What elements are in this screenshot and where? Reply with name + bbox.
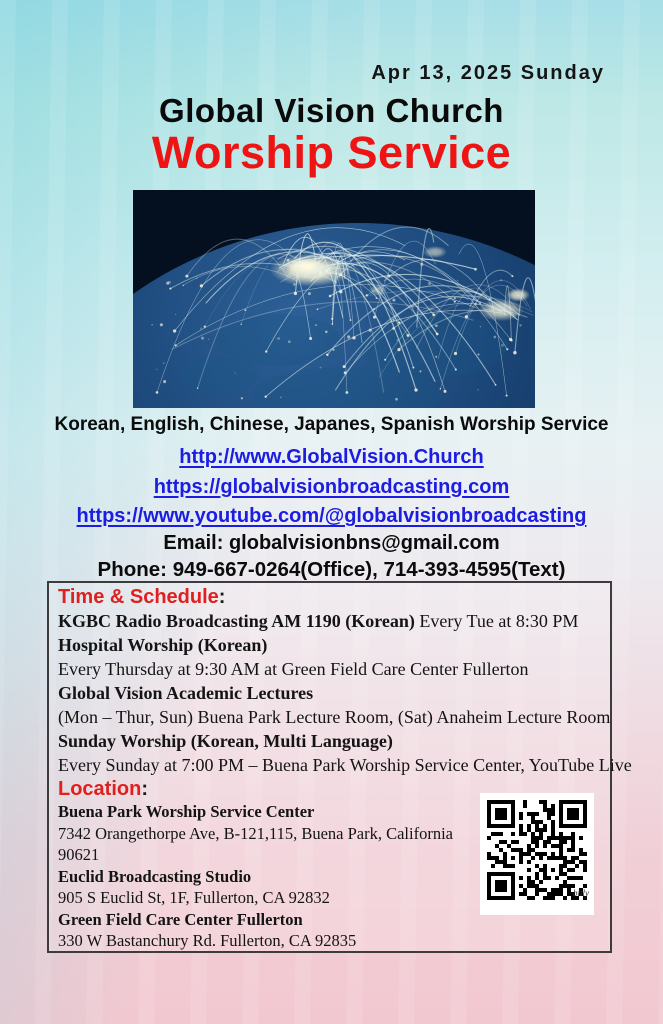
location-heading-text: Location (58, 778, 142, 800)
schedule-list (58, 609, 632, 777)
date-text: Apr 13, 2025 Sunday (371, 62, 605, 84)
schedule-location-box (47, 581, 632, 953)
broadcasting-website-link[interactable]: https://globalvisionbroadcasting.com (153, 475, 510, 498)
schedule-line: Every Sunday at 7:00 PM – Buena Park Worship Service Center, YouTube Live (58, 755, 632, 775)
page-subtitle: Worship Service (151, 127, 512, 178)
location-line: 90621 (58, 845, 100, 864)
schedule-line: Hospital Worship (Korean) (58, 635, 268, 655)
page-title: Global Vision Church (159, 92, 504, 129)
bitly-label: bitly (573, 888, 589, 898)
location-heading-colon: : (141, 778, 149, 800)
location-line: Green Field Care Center Fullerton (58, 909, 303, 929)
location-line: Buena Park Worship Service Center (58, 802, 315, 821)
youtube-channel-link[interactable]: https://www.youtube.com/@globalvisionbroadcasting (76, 505, 587, 527)
languages-line: Korean, English, Chinese, Japanes, Spanish Worship Service (54, 414, 609, 435)
schedule-line: Sunday Worship (Korean, Multi Language) (58, 731, 393, 751)
schedule-line: KGBC Radio Broadcasting AM 1190 (Korean) Every Tue at 8:30 PM (58, 611, 579, 631)
schedule-heading (58, 585, 610, 609)
schedule-line: Every Thursday at 9:30 AM at Green Field Care Center Fullerton (58, 659, 529, 679)
location-line: Euclid Broadcasting Studio (58, 866, 252, 886)
location-line: 905 S Euclid St, 1F, Fullerton, CA 92832 (58, 888, 330, 907)
qr-code (480, 793, 594, 915)
links-block (0, 443, 663, 532)
schedule-line: (Mon – Thur, Sun) Buena Park Lecture Room, (Sat) Anaheim Lecture Room (58, 707, 611, 727)
schedule-line: Global Vision Academic Lectures (58, 683, 314, 703)
email-line: Email: globalvisionbns@gmail.com (163, 532, 500, 554)
church-website-link[interactable]: http://www.GlobalVision.Church (179, 446, 484, 468)
phone-line: Phone: 949-667-0264(Office), 714-393-4595(Text) (97, 558, 566, 581)
schedule-heading-colon: : (218, 586, 226, 608)
location-line: 330 W Bastanchury Rd. Fullerton, CA 92835 (58, 931, 357, 950)
schedule-heading-text: Time & Schedule (58, 586, 219, 608)
globe-network-image (133, 190, 535, 408)
location-line: 7342 Orangethorpe Ave, B-121,115, Buena Park, California (58, 823, 453, 843)
